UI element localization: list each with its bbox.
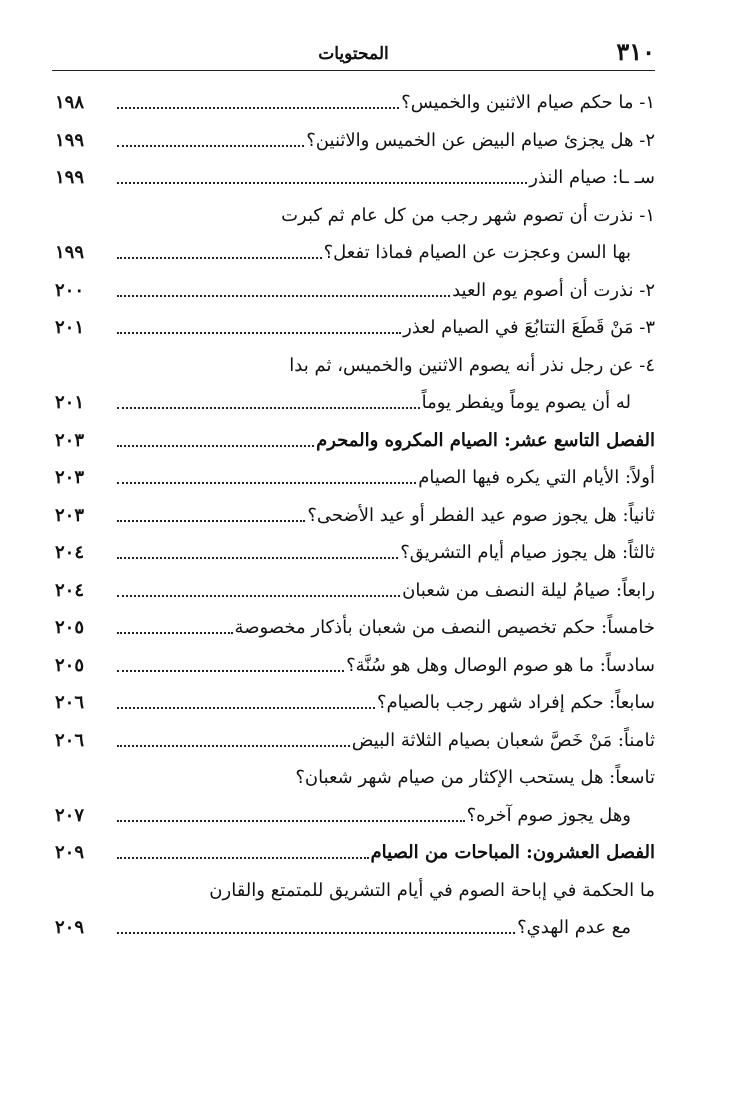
table-of-contents: [55, 84, 655, 947]
toc-entry-page: ٢٠٠: [55, 279, 85, 301]
toc-entry-page: ٢٠٣: [55, 467, 85, 489]
toc-entry-label: تاسعاً: هل يستحب الإكثار من صيام شهر شعبان؟: [295, 767, 655, 789]
toc-entry-page: ١٩٨: [55, 92, 85, 114]
toc-entry-label: رابعاً: صيامُ ليلة النصف من شعبان: [402, 579, 655, 601]
toc-entry-page: ١٩٩: [55, 167, 85, 189]
toc-entry-page: ٢٠٣: [55, 504, 85, 526]
toc-entry-label: سادساً: ما هو صوم الوصال وهل هو سُنَّة؟: [346, 654, 655, 676]
toc-entry-label: مع عدم الهدي؟: [517, 917, 631, 939]
dot-leader: [117, 669, 344, 672]
dot-leader: [117, 819, 465, 822]
toc-entry-page: ٢٠٩: [55, 842, 85, 864]
dot-leader: [117, 706, 375, 709]
dot-leader: [117, 481, 416, 484]
toc-entry[interactable]: [55, 647, 655, 685]
toc-entry[interactable]: [55, 722, 655, 760]
dot-leader: [117, 256, 322, 259]
toc-entry[interactable]: [55, 909, 655, 947]
dot-leader: [117, 106, 399, 109]
dot-leader: [117, 631, 233, 634]
dot-leader: [117, 144, 304, 147]
toc-entry[interactable]: [55, 272, 655, 310]
toc-entry-page: ٢٠٩: [55, 917, 85, 939]
toc-entry[interactable]: [55, 384, 655, 422]
toc-entry[interactable]: [55, 759, 655, 797]
toc-entry-page: ٢٠٦: [55, 729, 85, 751]
toc-entry-label: ٣- مَنْ قَطَعَ التتابُعَ في الصيام لعذر: [403, 317, 655, 339]
toc-entry-label: ١- ما حكم صيام الاثنين والخميس؟: [401, 92, 655, 114]
toc-entry-label: ٤- عن رجل نذر أنه يصوم الاثنين والخميس، ثم بدا: [289, 354, 655, 376]
toc-entry[interactable]: [55, 197, 655, 235]
toc-entry-label: وهل يجوز صوم آخره؟: [466, 804, 631, 826]
toc-entry-label: أولاً: الأيام التي يكره فيها الصيام: [418, 467, 655, 489]
toc-entry[interactable]: [55, 797, 655, 835]
toc-entry[interactable]: [55, 497, 655, 535]
toc-entry[interactable]: [55, 459, 655, 497]
toc-entry-label: ١- نذرت أن تصوم شهر رجب من كل عام ثم كبرت: [281, 204, 655, 226]
dot-leader: [117, 294, 450, 297]
dot-leader: [117, 406, 420, 409]
toc-entry[interactable]: [55, 872, 655, 910]
toc-entry-page: ٢٠١: [55, 392, 85, 414]
toc-entry[interactable]: [55, 534, 655, 572]
page-title: المحتويات: [318, 44, 389, 64]
toc-entry-page: ٢٠٧: [55, 804, 85, 826]
toc-chapter-entry[interactable]: [55, 422, 655, 460]
toc-entry-label: ما الحكمة في إباحة الصوم في أيام التشريق للمتمتع والقارن: [209, 879, 655, 901]
dot-leader: [117, 556, 398, 559]
dot-leader: [117, 856, 369, 859]
toc-entry-page: ٢٠٥: [55, 654, 85, 676]
toc-entry-label: خامساً: حكم تخصيص النصف من شعبان بأذكار مخصوصة: [234, 617, 655, 639]
dot-leader: [117, 594, 400, 597]
dot-leader: [117, 744, 350, 747]
toc-entry-page: ٢٠١: [55, 317, 85, 339]
toc-entry-label: سابعاً: حكم إفراد شهر رجب بالصيام؟: [376, 692, 655, 714]
toc-entry-label: الفصل التاسع عشر: الصيام المكروه والمحرم: [316, 429, 655, 451]
dot-leader: [117, 444, 314, 447]
toc-entry-label: ثالثاً: هل يجوز صيام أيام التشريق؟: [400, 542, 655, 564]
toc-entry[interactable]: [55, 84, 655, 122]
toc-entry-label: له أن يصوم يوماً ويفطر يوماً: [421, 392, 631, 414]
toc-entry[interactable]: [55, 572, 655, 610]
toc-entry-label: سـ ـا: صيام النذر: [529, 167, 655, 189]
toc-entry[interactable]: [55, 309, 655, 347]
dot-leader: [117, 331, 401, 334]
toc-entry-label: ٢- نذرت أن أصوم يوم العيد: [452, 279, 655, 301]
toc-entry-page: ١٩٩: [55, 242, 85, 264]
toc-entry-label: الفصل العشرون: المباحات من الصيام: [370, 842, 655, 864]
dot-leader: [117, 181, 527, 184]
page-header: [52, 30, 655, 71]
toc-entry[interactable]: [55, 347, 655, 385]
toc-entry[interactable]: [55, 159, 655, 197]
toc-entry-label: ثانياً: هل يجوز صوم عيد الفطر أو عيد الأضحى؟: [307, 504, 655, 526]
toc-entry[interactable]: [55, 122, 655, 160]
toc-entry-page: ٢٠٦: [55, 692, 85, 714]
toc-entry-label: ٢- هل يجزئ صيام البيض عن الخميس والاثنين؟: [306, 129, 655, 151]
toc-entry[interactable]: [55, 609, 655, 647]
toc-chapter-entry[interactable]: [55, 834, 655, 872]
toc-entry[interactable]: [55, 234, 655, 272]
toc-entry-page: ٢٠٤: [55, 542, 85, 564]
toc-entry-page: ١٩٩: [55, 129, 85, 151]
toc-entry-page: ٢٠٤: [55, 579, 85, 601]
toc-entry-page: ٢٠٣: [55, 429, 85, 451]
toc-entry-label: بها السن وعجزت عن الصيام فماذا تفعل؟: [323, 242, 631, 264]
dot-leader: [117, 519, 305, 522]
toc-entry-page: ٢٠٥: [55, 617, 85, 639]
dot-leader: [117, 931, 515, 934]
page-number: ٣١٠: [616, 37, 655, 66]
toc-entry-label: ثامناً: مَنْ خَصَّ شعبان بصيام الثلاثة البيض: [351, 729, 655, 751]
toc-entry[interactable]: [55, 684, 655, 722]
